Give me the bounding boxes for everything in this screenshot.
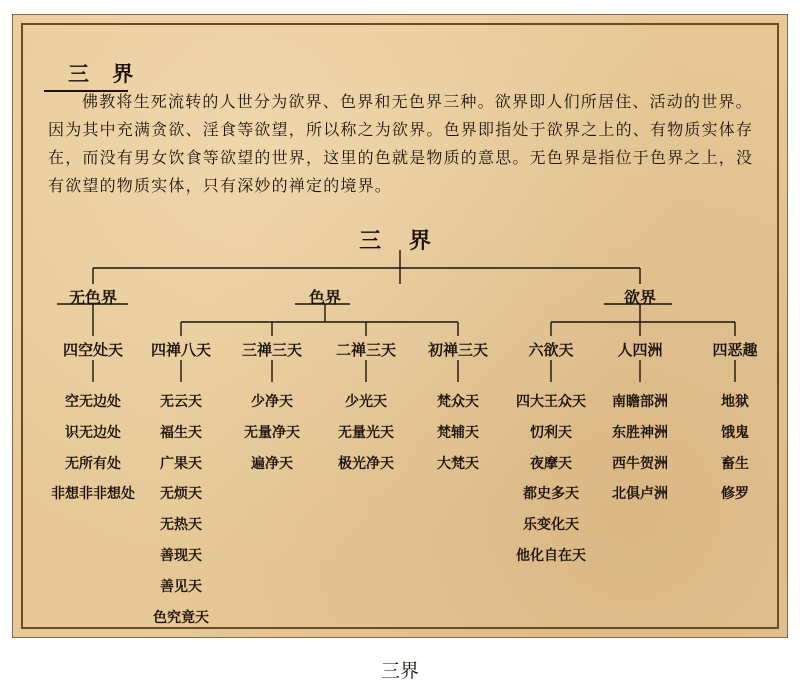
realm-form: 色界 (308, 288, 342, 307)
leaf: 东胜神洲 (612, 424, 668, 441)
leaf: 福生天 (160, 424, 202, 441)
leaf: 他化自在天 (516, 547, 586, 564)
leaf: 忉利天 (530, 424, 572, 441)
leaf: 无热天 (160, 517, 202, 534)
leaf: 乐变化天 (523, 517, 579, 534)
leaf: 梵辅天 (437, 424, 479, 441)
leaf: 无云天 (160, 394, 202, 410)
leaf: 南瞻部洲 (612, 394, 668, 410)
leaf: 地狱 (721, 394, 749, 410)
realm-formless: 无色界 (68, 288, 118, 307)
intro-paragraph: 佛教将生死流转的人世分为欲界、色界和无色界三种。欲界即人们所居住、活动的世界。因为其中充满贪欲、淫食等欲望，所以称之为欲界。色界即指处于欲界之上的、有物质实体存在，而没有男女饮食等欲望的世界，这里的色就是物质的意思。无色界是指位于色界之上，没有欲望的物质实体，只有深妙的禅定的境界。 (48, 92, 754, 195)
leaf: 无量净天 (244, 424, 300, 441)
branch-second-dhyana: 二禅三天 (335, 341, 397, 359)
leaves-fourth-dhyana (153, 387, 209, 633)
branch-four-formless-heavens: 四空处天 (62, 341, 124, 359)
leaf: 梵众天 (437, 394, 479, 410)
branch-four-continents: 人四洲 (617, 341, 663, 359)
branch-third-dhyana: 三禅三天 (241, 341, 303, 359)
leaves-second-dhyana (338, 387, 394, 479)
branch-six-desire-heavens: 六欲天 (528, 341, 574, 359)
leaf: 广果天 (160, 455, 202, 472)
leaf: 无烦天 (160, 486, 202, 503)
leaf: 色究竟天 (153, 609, 209, 626)
branch-first-dhyana: 初禅三天 (427, 341, 489, 359)
leaves-four-formless-heavens (51, 387, 135, 510)
leaves-six-desire-heavens (516, 387, 586, 572)
leaf: 少光天 (345, 394, 387, 410)
leaf: 西牛贺洲 (612, 455, 668, 472)
leaves-first-dhyana (437, 387, 479, 479)
leaf: 识无边处 (65, 424, 121, 441)
section-heading: 三 界 (68, 61, 142, 86)
leaf: 畜生 (721, 455, 749, 472)
leaves-third-dhyana (244, 387, 300, 479)
leaf: 夜摩天 (530, 455, 572, 472)
branch-fourth-dhyana: 四禅八天 (150, 341, 212, 359)
tree-root: 三 界 (359, 228, 441, 254)
leaf: 善见天 (160, 578, 202, 595)
leaf: 四大王众天 (516, 394, 586, 410)
leaf: 北俱卢洲 (612, 486, 668, 503)
figure-caption: 三界 (380, 660, 420, 682)
leaf: 都史多天 (523, 486, 579, 503)
leaf: 饿鬼 (721, 424, 749, 441)
leaf: 善现天 (160, 547, 202, 564)
leaves-four-evil-paths (721, 387, 749, 510)
leaf: 修罗 (721, 486, 749, 503)
realm-desire: 欲界 (623, 288, 657, 307)
leaves-four-continents (612, 387, 668, 510)
branch-four-evil-paths: 四恶趣 (712, 341, 758, 359)
leaf: 非想非非想处 (51, 486, 135, 503)
leaf: 无量光天 (338, 424, 394, 441)
leaf: 遍净天 (251, 455, 293, 472)
leaf: 无所有处 (65, 455, 121, 472)
leaf: 极光净天 (338, 455, 394, 472)
leaf: 少净天 (251, 394, 293, 410)
leaf: 大梵天 (437, 455, 479, 472)
leaf: 空无边处 (65, 394, 121, 410)
